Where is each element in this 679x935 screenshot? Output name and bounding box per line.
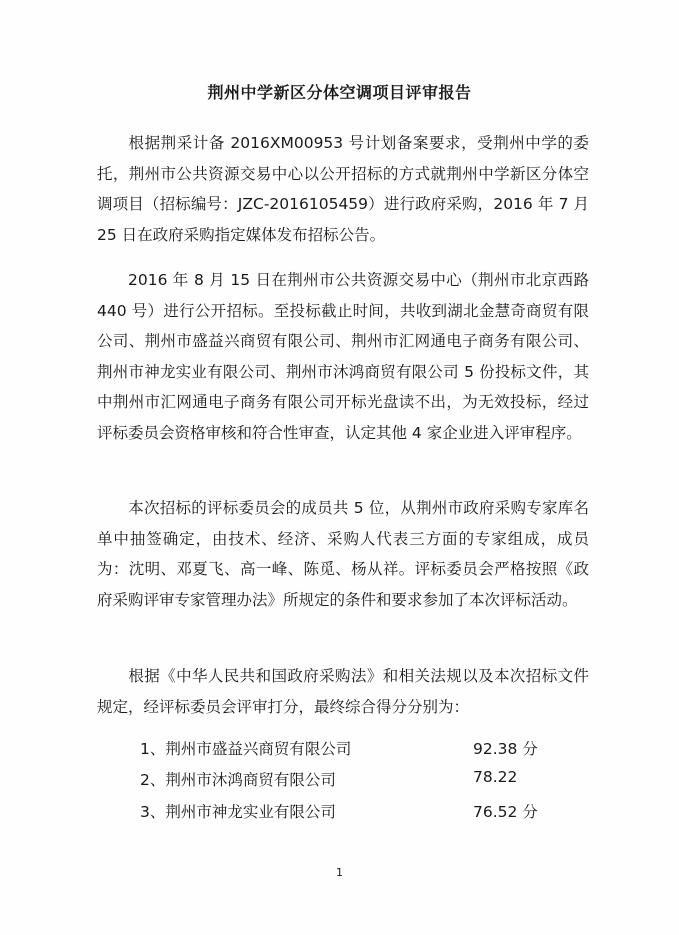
result-score: 92.38 分 [473,740,538,758]
page-number: 1 [336,866,343,879]
result-company-name: 1、荆州市盛益兴商贸有限公司 [140,740,352,758]
paragraph-1 [97,128,589,250]
result-row [140,768,600,792]
paragraph-3-text: 本次招标的评标委员会的成员共 5 位，从荆州市政府采购专家库名单中抽签确定，由技术、经济、采购人代表三方面的专家组成，成员为：沈明、邓夏飞、高一峰、陈觅、杨从祥。评标委员会严格按照《政府采购评审专家管理办法》所规定的条件和要求参加了本次评标活动。 [97,499,589,609]
result-company-name: 3、荆州市神龙实业有限公司 [140,803,336,821]
paragraph-3 [97,493,589,615]
result-score: 76.52 分 [473,803,538,821]
paragraph-4-text: 根据《中华人民共和国政府采购法》和相关法规以及本次招标文件规定，经评标委员会评审打分，最终综合得分分别为： [97,667,589,716]
paragraph-2 [97,265,589,448]
paragraph-2-text: 2016 年 8 月 15 日在荆州市公共资源交易中心（荆州市北京西路 440 号）进行公开招标。至投标截止时间，共收到湖北金慧奇商贸有限公司、荆州市盛益兴商贸有限公司、荆州市汇网通电子商务有限公司、荆州市神龙实业有限公司、荆州市沐鸿商贸有限公司 5 份投标文件，其中荆州市汇网通电子商务有限公司开标光盘读不出，为无效投标，经过评标委员会资格审核和符合性审查，认定其他 4 家企业进入评审程序。 [97,271,589,442]
paragraph-1-text: 根据荆采计备 2016XM00953 号计划备案要求，受荆州中学的委托，荆州市公共资源交易中心以公开招标的方式就荆州中学新区分体空调项目（招标编号：JZC-2016105459）进行政府采购，2016 年 7 月 25 日在政府采购指定媒体发布招标公告。 [97,134,589,244]
result-row [140,737,600,761]
document-title: 荆州中学新区分体空调项目评审报告 [207,83,472,102]
result-company-name: 2、荆州市沐鸿商贸有限公司 [140,771,336,789]
paragraph-4 [97,661,589,722]
result-score: 78.22 [473,768,518,786]
result-row [140,800,600,824]
